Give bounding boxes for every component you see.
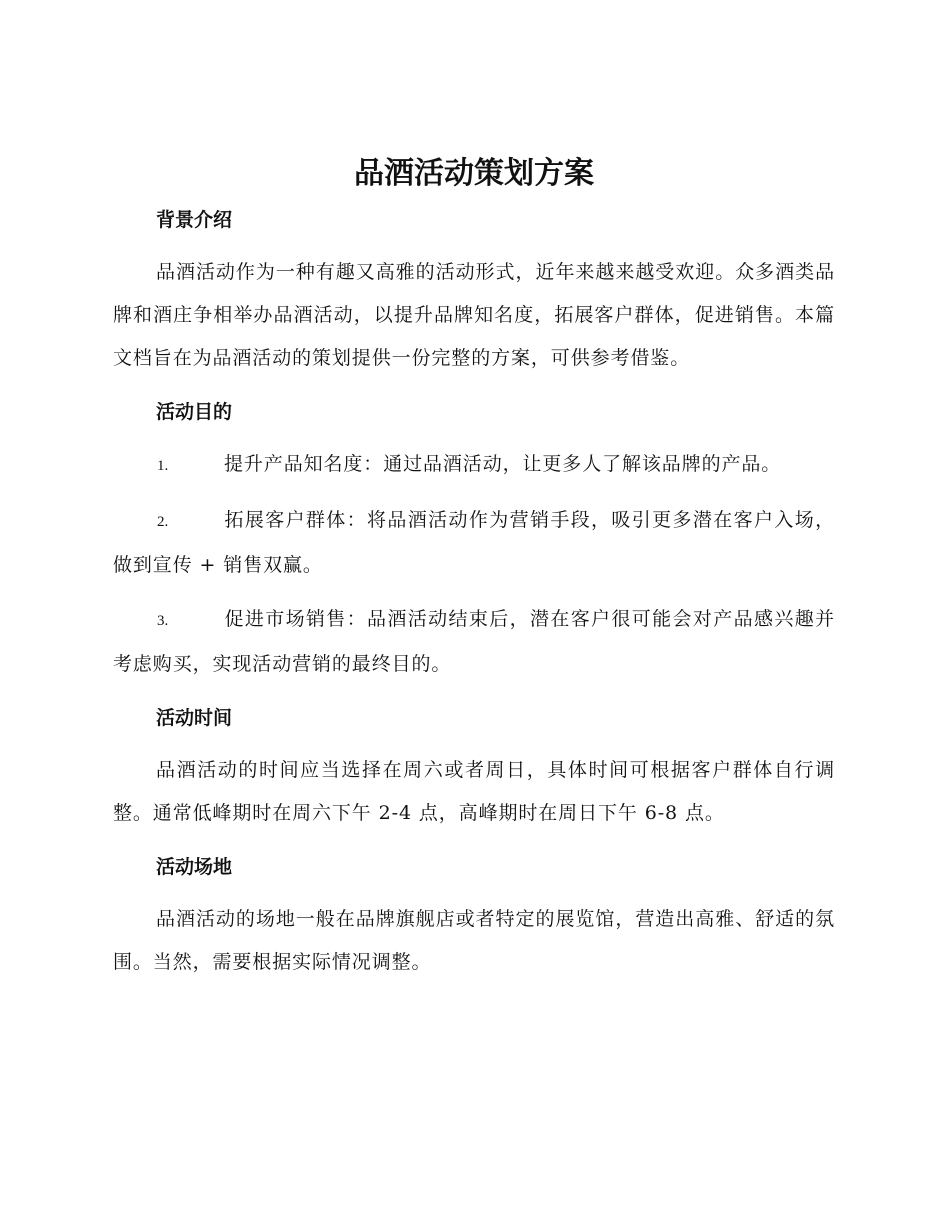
list-item-text: 促进市场销售：品酒活动结束后，潜在客户很可能会对产品感兴趣并考虑购买，实现活动营销的最终目的。 [113,608,835,675]
list-item-text: 提升产品知名度：通过品酒活动，让更多人了解该品牌的产品。 [224,453,782,475]
section-heading: 活动时间 [156,707,233,729]
section-venue [113,847,835,984]
section-purpose [113,392,835,686]
section-paragraph: 品酒活动作为一种有趣又高雅的活动形式，近年来越来越受欢迎。众多酒类品牌和酒庄争相举办品酒活动，以提升品牌知名度，拓展客户群体，促进销售。本篇文档旨在为品酒活动的策划提供一份完整的方案，可供参考借鉴。 [113,261,835,369]
list-number: 1. [157,458,169,474]
document-body [113,148,835,984]
list-item [113,598,835,686]
section-paragraph: 品酒活动的场地一般在品牌旗舰店或者特定的展览馆，营造出高雅、舒适的氛围。当然，需要根据实际情况调整。 [113,908,835,973]
section-paragraph: 品酒活动的时间应当选择在周六或者周日，具体时间可根据客户群体自行调整。通常低峰期时在周六下午 2-4 点，高峰期时在周日下午 6-8 点。 [113,759,835,824]
section-time [113,698,835,835]
section-heading: 背景介绍 [156,209,233,231]
section-heading: 活动目的 [156,401,233,423]
section-heading: 活动场地 [156,856,233,878]
list-item [113,499,835,587]
list-item-text: 拓展客户群体：将品酒活动作为营销手段，吸引更多潜在客户入场，做到宣传 + 销售双赢。 [113,509,835,576]
section-background [113,200,835,380]
list-number: 2. [157,514,169,530]
list-number: 3. [157,613,169,629]
document-title: 品酒活动策划方案 [354,156,594,191]
list-item [113,443,835,488]
